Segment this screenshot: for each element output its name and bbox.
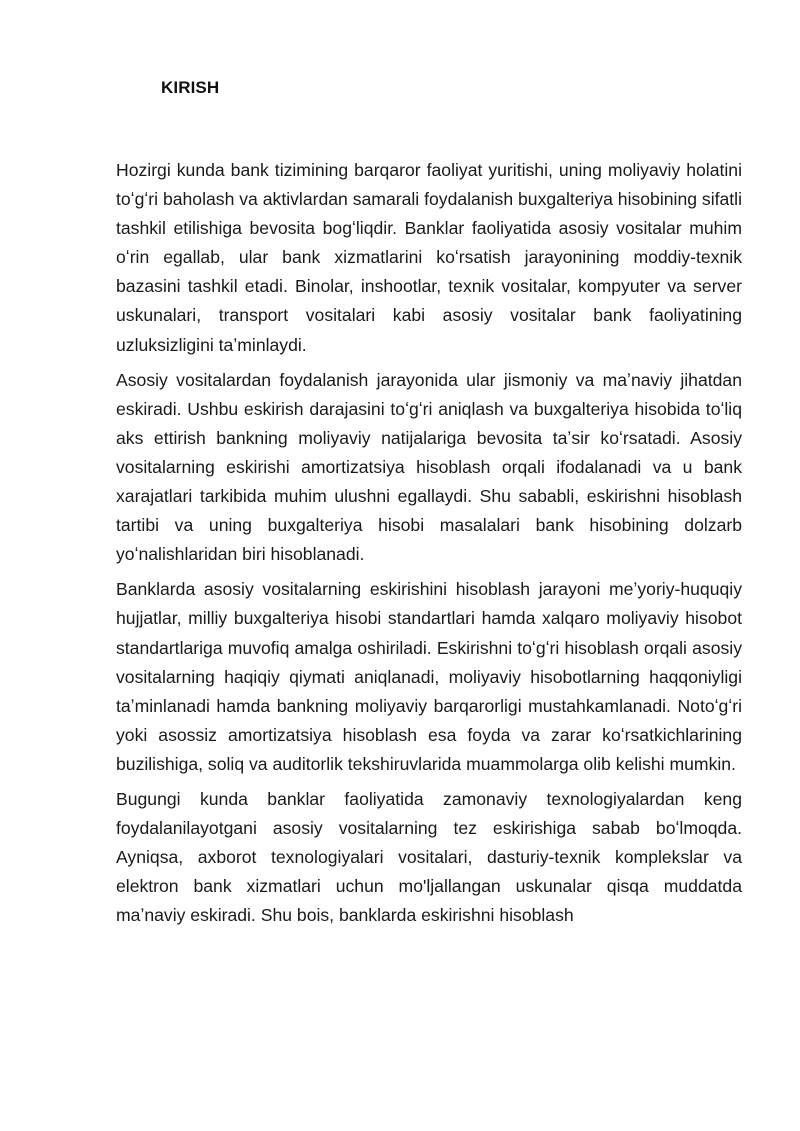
paragraph-3: Banklarda asosiy vositalarning eskirishini hisoblash jarayoni meʼyoriy-huquqiy hujjatlar, milliy buxgalteriya hisobi standartlari hamda xalqaro moliyaviy hisobot standartlariga muvofiq amalga oshiriladi. Eskirishni toʻgʻri hisoblash orqali asosiy vositalarning haqiqiy qiymati aniqlanadi, moliyaviy hisobotlarning haqqoniyligi taʼminlanadi hamda bankning moliyaviy barqarorligi mustahkamlanadi. Notoʻgʻri yoki asossiz amortizatsiya hisoblash esa foyda va zarar koʻrsatkichlarining buzilishiga, soliq va auditorlik tekshiruvlarida muammolarga olib kelishi mumkin.	[116, 579, 742, 774]
paragraph-4: Bugungi kunda banklar faoliyatida zamonaviy texnologiyalardan keng foydalanilayotgani asosiy vositalarning tez eskirishiga sabab boʻlmoqda. Ayniqsa, axborot texnologiyalari vositalari, dasturiy-texnik komplekslar va elektron bank xizmatlari uchun mo'ljallangan uskunalar qisqa muddatda maʼnaviy eskiradi. Shu bois, banklarda eskirishni hisoblash	[116, 788, 742, 926]
paragraph-2: Asosiy vositalardan foydalanish jarayonida ular jismoniy va maʼnaviy jihatdan eskiradi. Ushbu eskirish darajasini toʻgʻri aniqlash va buxgalteriya hisobida toʻliq aks ettirish bankning moliyaviy natijalariga bevosita taʼsir koʻrsatadi. Asosiy vositalarning eskirishi amortizatsiya hisoblash orqali ifodalanadi va u bank xarajatlari tarkibida muhim ulushni egallaydi. Shu sababli, eskirishni hisoblash tartibi va uning buxgalteriya hisobi masalalari bank hisobining dolzarb yoʻnalishlaridan biri hisoblanadi.	[116, 369, 742, 565]
document-body	[116, 156, 742, 936]
page-title: KIRISH	[161, 78, 220, 97]
paragraph-1: Hozirgi kunda bank tizimining barqaror faoliyat yuritishi, uning moliyaviy holatini toʻgʻri baholash va aktivlardan samarali foydalanish buxgalteriya hisobining sifatli tashkil etilishiga bevosita bogʻliqdir. Banklar faoliyatida asosiy vositalar muhim oʻrin egallab, ular bank xizmatlarini koʻrsatish jarayonining moddiy-texnik bazasini tashkil etadi. Binolar, inshootlar, texnik vositalar, kompyuter va server uskunalari, transport vositalari kabi asosiy vositalar bank faoliyatining uzluksizligini taʼminlaydi.	[116, 160, 742, 355]
